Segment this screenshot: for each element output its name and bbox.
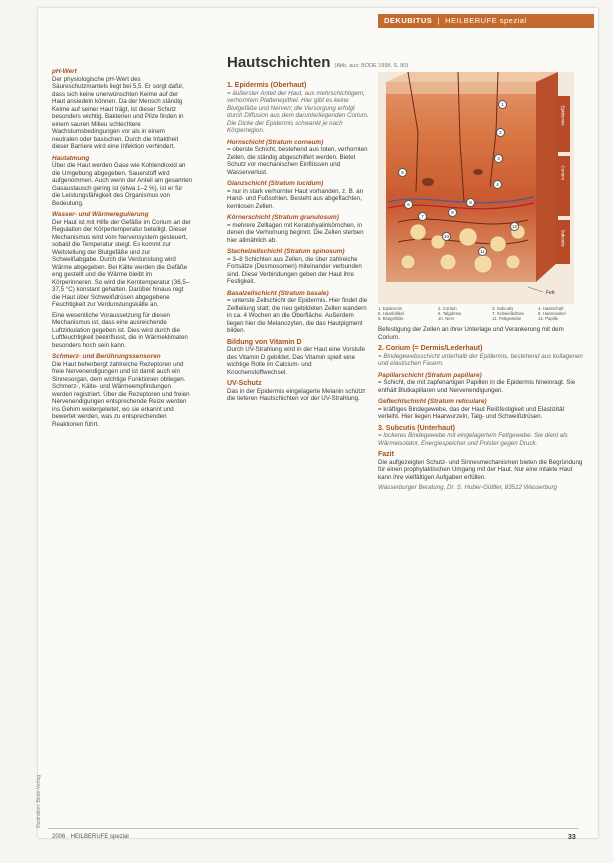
heading-glanzschicht: Glanzschicht (Stratum lucidum) bbox=[227, 180, 324, 187]
figure-number: 1 bbox=[498, 100, 507, 109]
paragraph: Die Haut beherbergt zahlreiche Rezeptoren und freie Nervenendigungen und ist damit auch ein Sinnesorgan, dem wichtige Funktionen obliegen. Schmerz-, Kälte- und Wärmeempfindungen werden registriert. Über die Rezeptoren und freien Nervenendigungen entsprechende Reize werden ins Gehirn weitergeleitet, wo sie erkannt und bewertet werden, was zu entsprechenden Reaktionen führt. bbox=[52, 360, 190, 428]
paragraph: Eine wesentliche Voraussetzung für diesen Mechanismus ist, dass eine ausreichende Luftzirkulation gegeben ist. Dies wird durch die Luftfeuchtigkeit beeinflusst, die in Wärmeklimaten besonders hoch sein kann. bbox=[52, 311, 188, 349]
figure-number: 3 bbox=[494, 154, 503, 163]
legend-item: 11. Fettgewebe bbox=[492, 316, 522, 322]
layer-label-corium: Corium bbox=[556, 156, 570, 216]
heading-vitamin-d: Bildung von Vitamin D bbox=[227, 338, 302, 346]
legend-item: 7. Schweißdrüse bbox=[492, 311, 525, 317]
heading-geflechtschicht: Geflechtschicht (Stratum reticulare) bbox=[378, 398, 487, 405]
page-number: 33 bbox=[568, 834, 576, 841]
header-series: HEILBERUFE spezial bbox=[445, 16, 527, 25]
figure-number: 8 bbox=[448, 208, 457, 217]
figure-number: 12 bbox=[511, 224, 517, 229]
figure-legend bbox=[378, 306, 584, 322]
paragraph: = oberste Schicht, bestehend aus toten, verhornten Zellen, die ständig abgeschilfert werden. Bietet Schutz vor mechanischen Einflüssen und Wasserverlust. bbox=[227, 146, 368, 176]
page bbox=[36, 8, 598, 841]
legend-item: 12. Papille bbox=[538, 316, 559, 322]
paragraph: Der physiologische pH-Wert des Säureschutzmantels liegt bei 5,5. Er sorgt dafür, dass sich keine unerwünschten Keime auf der Haut ansiedeln können. Da der Mensch ständig Keime auf seiner Haut trägt, ist dieser Schutz besonders wichtig. Bakterien und Pilze finden in einem sauren Milieu schlechtere Wachstumsbedingungen vor als in einem neutralen oder basischen. Durch die Intaktheit dieser Barriere wird eine Infektion verhindert. bbox=[52, 75, 184, 150]
figure-number: 7 bbox=[418, 212, 427, 221]
paragraph: = nur in stark verhornter Haut vorhanden, z. B. an Hand- und Fußsohlen. Besteht aus abgeflachten, kernlosen Zellen. bbox=[227, 187, 364, 210]
heading-corium: 2. Corium (= Dermis/Lederhaut) bbox=[378, 345, 483, 352]
heading-papillarschicht: Papillarschicht (Stratum papillare) bbox=[378, 371, 482, 379]
header-bar: DEKUBITUS | HEILBERUFE spezial bbox=[378, 14, 594, 28]
figure-number: 4 bbox=[493, 180, 502, 189]
side-credit: Illustration: Bode-Verlag bbox=[36, 774, 42, 828]
figure-number: 2 bbox=[496, 128, 505, 137]
paragraph: Über die Haut werden Gase wie Kohlendioxid an die Umgebung abgegeben. Sauerstoff wird aufgenommen. Auch wenn der Anteil am gesamten Gasaustausch gering ist (etwa 1–2 %), ist er für die Leistungsfähigkeit des Organismus von Bedeutung. bbox=[52, 162, 192, 207]
heading-fazit: Fazit bbox=[378, 451, 394, 458]
legend-item: 2. Corium bbox=[438, 306, 457, 311]
figure-number: 10 bbox=[443, 234, 449, 239]
header-section: DEKUBITUS bbox=[384, 16, 433, 25]
paragraph: = kräftiges Bindegewebe, das der Haut Reißfestigkeit und Elastizität verleiht. Hier liegen Haarwurzeln, Talg- und Schweißdrüsen. bbox=[378, 405, 565, 420]
paragraph: = 3–8 Schichten aus Zellen, die über zahlreiche Fortsätze (Desmosomen) miteinander verbunden sind. Diese Verbindungen geben der Haut ihre Festigkeit. bbox=[227, 255, 362, 285]
layer-label-epidermis: Epidermis bbox=[556, 96, 570, 152]
legend-item: 1. Epidermis bbox=[378, 306, 402, 311]
middle-column bbox=[227, 78, 369, 823]
legend-item: 6. Talgdrüse bbox=[438, 311, 462, 317]
layer-label-subcutis: Subcutis bbox=[556, 220, 570, 264]
paragraph: Befestigung der Zellen an ihrer Unterlage und Verankerung mit dem Corium. bbox=[378, 326, 564, 341]
paragraph: Die aufgezeigten Schutz- und Sinnesmechanismen bieten die Begründung für einen prophylaktischen Umgang mit der Haut. Nur eine intakte Haut kann ihre vielfältigen Aufgaben erfüllen. bbox=[378, 458, 583, 481]
paragraph: Das in der Epidermis eingelagerte Melanin schützt die tieferen Hautschichten vor der UV-Strahlung. bbox=[227, 387, 365, 402]
paragraph: = mehrere Zelllagen mit Keratohyalinkörnchen, in denen die Verhornung beginnt. Die Zellen sterben hier allmählich ab. bbox=[227, 221, 364, 244]
skin-diagram bbox=[378, 72, 574, 304]
title-source: (Abb. aus: BODE 1998, S. 80) bbox=[334, 63, 409, 69]
legend-item: 5. Haarfollikel bbox=[378, 311, 405, 317]
right-column bbox=[378, 326, 584, 824]
heading-hautatmung: Hautatmung bbox=[52, 154, 90, 162]
figure-number: 5 bbox=[398, 168, 407, 177]
paragraph: = Schicht, die mit zapfenartigen Papillen in die Epidermis hineinragt. Sie enthält Blutkapillaren und Nervenendigungen. bbox=[378, 379, 576, 394]
page-title: Hautschichten (Abb. aus: BODE 1998, S. 80) bbox=[227, 54, 409, 71]
footer-left: 2006 · HEILBERUFE spezial bbox=[52, 834, 129, 840]
paragraph: = Bindegewebsschicht unterhalb der Epidermis, bestehend aus kollagenen und elastischen Fasern. bbox=[378, 352, 583, 367]
footer-rule bbox=[48, 828, 578, 829]
figure-number: 11 bbox=[478, 247, 487, 256]
heading-koernerschicht: Körnerschicht (Stratum granulosum) bbox=[227, 214, 339, 221]
author-credit: Wasserburger Beratung, Dr. S. Huber-Güttler, 83512 Wasserburg bbox=[378, 484, 557, 491]
paragraph: Der Haut ist mit Hilfe der Gefäße im Corium an der Regulation der Körpertemperatur beteiligt. Dieser Mechanismus wird vom Nervensystem gesteuert, sobald die Temperatur steigt. Es kommt zur Weitstellung der Blutgefäße und zur Schweißabgabe. Durch die Verdunstung wird Wärme abgegeben. Bei Kälte werden die Gefäße eng gestellt und die Wärme bleibt im Körperinneren. So wird die Kerntemperatur (36,5–37,5 °C) konstant gehalten. Darüber hinaus regt die Haut über Schweißdrüsen abgegebene Feuchtigkeit zur Verdunstungskälte an. bbox=[52, 218, 191, 308]
legend-item: 3. Subcutis bbox=[492, 306, 514, 311]
heading-stachelzell: Stachelzellschicht (Stratum spinosum) bbox=[227, 248, 345, 255]
left-column bbox=[52, 64, 192, 824]
figure-number: 9 bbox=[466, 198, 475, 207]
legend-item: 8. Haarmuskel bbox=[538, 311, 566, 317]
heading-hornschicht: Hornschicht (Stratum corneum) bbox=[227, 138, 324, 146]
heading-uv-schutz: UV-Schutz bbox=[227, 380, 262, 387]
heading-epidermis: 1. Epidermis (Oberhaut) bbox=[227, 82, 307, 89]
skin-illustration bbox=[378, 72, 574, 304]
heading-ph-wert: pH-Wert bbox=[52, 68, 77, 75]
legend-item: 9. Blutgefäße bbox=[378, 316, 404, 322]
fat-label: Fett bbox=[546, 290, 555, 296]
paragraph: Durch UV-Strahlung wird in der Haut eine Vorstufe des Vitamin D gebildet. Das Vitamin spielt eine wichtige Rolle im Calcium- und Knochenstoffwechsel. bbox=[227, 346, 365, 376]
legend-item: 4. Haarschaft bbox=[538, 306, 564, 311]
heading-basalzell: Basalzellschicht (Stratum basale) bbox=[227, 289, 329, 297]
figure-number: 6 bbox=[404, 200, 413, 209]
paragraph: = lockeres Bindegewebe mit eingelagertem Fettgewebe. Sie dient als Wärmeisolator, Energiespeicher und Polster gegen Druck. bbox=[378, 432, 568, 447]
paragraph: = äußerster Anteil der Haut, aus mehrschichtigem, verhorntem Plattenepithel. Hier gibt es keine Blutgefäße und Nerven; die Versorgung erfolgt durch Diffusion aus dem darunterliegenden Corium. Die Dicke der Epidermis schwankt je nach Körperregion. bbox=[227, 89, 369, 134]
paragraph: = unterste Zellschicht der Epidermis. Hier findet die Zellteilung statt; die neu gebildeten Zellen wandern in ca. 4 Wochen an die Oberfläche. Außerdem liegen hier die Melanozyten, die das Hautpigment bilden. bbox=[227, 297, 368, 334]
legend-item: 10. Nerv bbox=[438, 316, 455, 322]
heading-wasser-waerme: Wasser- und Wärmeregulierung bbox=[52, 211, 149, 218]
heading-schmerz: Schmerz- und Berührungssensoren bbox=[52, 353, 161, 360]
heading-subcutis: 3. Subcutis (Unterhaut) bbox=[378, 424, 456, 432]
